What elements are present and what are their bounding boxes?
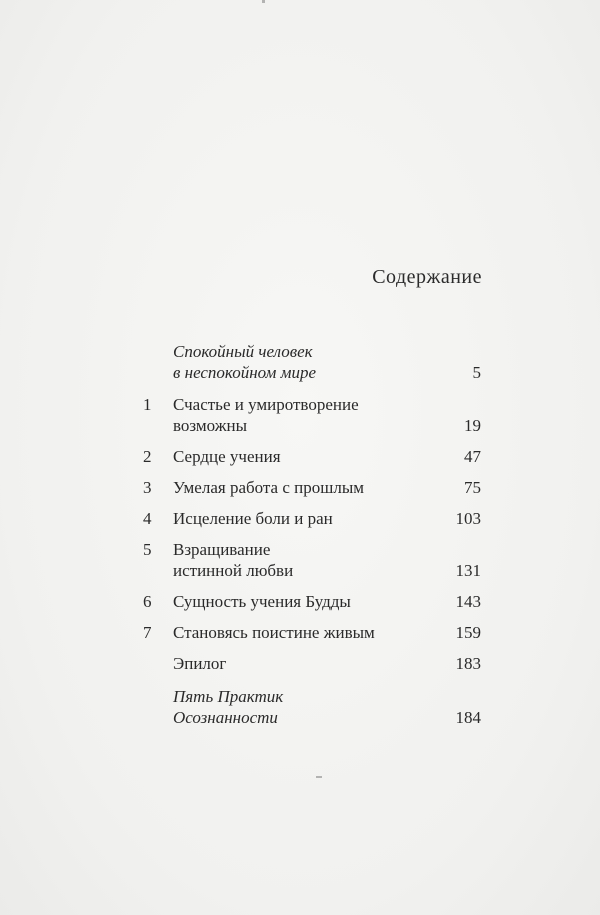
chapter-title <box>173 591 413 612</box>
page-number: 47 <box>464 447 481 466</box>
chapter-title-line: Взращивание <box>173 540 271 559</box>
chapter-title <box>173 477 413 498</box>
page-number: 5 <box>472 363 481 382</box>
chapter-title-line: Сердце учения <box>173 447 281 466</box>
print-mark-bottom <box>316 776 322 778</box>
page-number: 75 <box>464 478 481 497</box>
chapter-number: 1 <box>143 395 152 414</box>
chapter-title-line: истинной любви <box>173 561 294 580</box>
chapter-title-line: возможны <box>173 416 247 435</box>
chapter-title-line: Умелая работа с прошлым <box>173 478 364 497</box>
chapter-title-line: Сущность учения Будды <box>173 592 351 611</box>
chapter-title <box>173 446 413 467</box>
page-number: 183 <box>455 654 481 673</box>
toc-heading: Содержание <box>372 266 482 288</box>
chapter-number: 2 <box>143 447 152 466</box>
chapter-title <box>173 508 413 529</box>
chapter-number: 7 <box>143 623 152 642</box>
page-number: 103 <box>455 509 481 528</box>
chapter-number: 6 <box>143 592 152 611</box>
chapter-title <box>173 539 413 581</box>
page-number: 143 <box>455 592 481 611</box>
page-number: 184 <box>455 708 481 727</box>
chapter-title-line: Спокойный человек <box>173 342 313 361</box>
chapter-title-line: Исцеление боли и ран <box>173 509 333 528</box>
chapter-number: 4 <box>143 509 152 528</box>
chapter-title-line: Счастье и умиротворение <box>173 395 359 414</box>
chapter-number: 5 <box>143 540 152 559</box>
chapter-title <box>173 622 413 643</box>
chapter-title-line: в неспокойном мире <box>173 363 317 382</box>
chapter-title-line: Становясь поистине живым <box>173 623 375 642</box>
chapter-title-line: Пять Практик <box>173 687 284 706</box>
print-mark-top <box>262 0 265 3</box>
chapter-title <box>173 653 413 674</box>
chapter-title-line: Эпилог <box>173 654 227 673</box>
chapter-title <box>173 686 413 728</box>
page-number: 131 <box>455 561 481 580</box>
page-number: 19 <box>464 416 481 435</box>
chapter-title-line: Осознанности <box>173 708 278 727</box>
chapter-title <box>173 394 413 436</box>
page-number: 159 <box>455 623 481 642</box>
chapter-title <box>173 341 413 383</box>
chapter-number: 3 <box>143 478 152 497</box>
